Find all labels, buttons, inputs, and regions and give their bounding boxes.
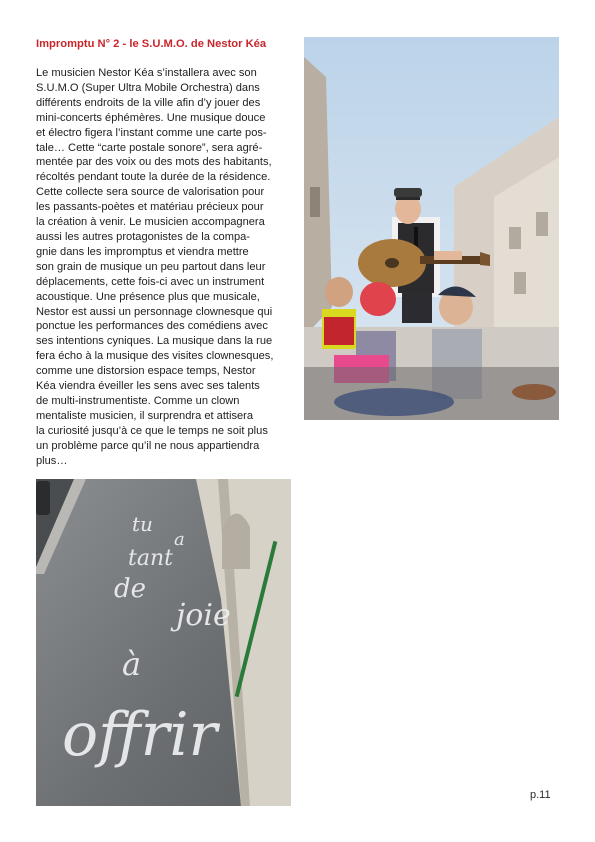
body-line: déplacements, cette fois-ci avec un instrument bbox=[36, 275, 265, 288]
body-line: récoltés pendant toute la durée de la résidence. bbox=[36, 171, 271, 184]
chalk-word: tu bbox=[132, 512, 153, 536]
body-line: de multi-instrumentiste. Comme un clown bbox=[36, 394, 240, 407]
body-line: mentaliste musicien, il surprendra et attisera bbox=[36, 409, 254, 422]
body-line: Le musicien Nestor Kéa s’installera avec son bbox=[36, 67, 257, 79]
section-title: Impromptu N° 2 - le S.U.M.O. de Nestor Kéa bbox=[36, 38, 267, 50]
chalk-word: joie bbox=[176, 598, 231, 633]
body-line: acoustique. Une présence plus que musicale, bbox=[36, 290, 260, 303]
body-line: plus… bbox=[36, 454, 68, 467]
body-line: Nestor est aussi un personnage clownesque qui bbox=[36, 305, 273, 318]
body-line: gnie dans les impromptus et viendra mettre bbox=[36, 245, 249, 258]
chalk-word: tant bbox=[128, 546, 173, 571]
body-line: S.U.M.O (Super Ultra Mobile Orchestra) dans bbox=[36, 81, 260, 94]
body-line: la création à venir. Le musicien accompagnera bbox=[36, 216, 265, 229]
body-line: mini-concerts éphémères. Une musique douce bbox=[36, 111, 266, 124]
chalk-pavement-photo bbox=[36, 479, 291, 806]
page-number: p.11 bbox=[530, 789, 551, 801]
body-line: ses intentions cyniques. La musique dans la rue bbox=[36, 335, 273, 348]
chalk-word: à bbox=[122, 645, 142, 683]
body-line: mentée par des voix ou des mots des habitants, bbox=[36, 156, 272, 169]
body-line: aussi les autres protagonistes de la compa- bbox=[36, 230, 250, 243]
body-line: comme une distorsion espace temps, Nestor bbox=[36, 365, 256, 378]
body-line: Cette collecte sera source de valorisation pour bbox=[36, 186, 265, 199]
body-paragraph bbox=[36, 66, 290, 468]
body-line: fera écho à la musique des visites clownesques, bbox=[36, 350, 274, 363]
body-line: les passants-poètes et matériau précieux pour bbox=[36, 201, 264, 214]
chalk-photo-illustration bbox=[36, 479, 291, 806]
chalk-word: a bbox=[174, 529, 185, 550]
body-line: tale… Cette “carte postale sonore”, sera agré- bbox=[36, 141, 263, 154]
body-line: différents endroits de la ville afin d’y jouer des bbox=[36, 96, 261, 109]
musician-photo-illustration bbox=[304, 37, 559, 420]
chalk-word: de bbox=[114, 574, 147, 604]
body-line: ponctue les performances des comédiens avec bbox=[36, 320, 268, 333]
body-line: son grain de musique un peu partout dans leur bbox=[36, 260, 266, 273]
chalk-word: offrir bbox=[62, 700, 218, 770]
body-line: et électro figera l’instant comme une carte pos- bbox=[36, 126, 267, 139]
musician-photo bbox=[304, 37, 559, 420]
body-line: Kéa viendra éveiller les sens avec ses talents bbox=[36, 380, 260, 393]
body-line: un problème parce qu’il ne nous appartiendra bbox=[36, 439, 260, 452]
body-line: la curiosité jusqu’à ce que le temps ne soit plus bbox=[36, 424, 268, 437]
